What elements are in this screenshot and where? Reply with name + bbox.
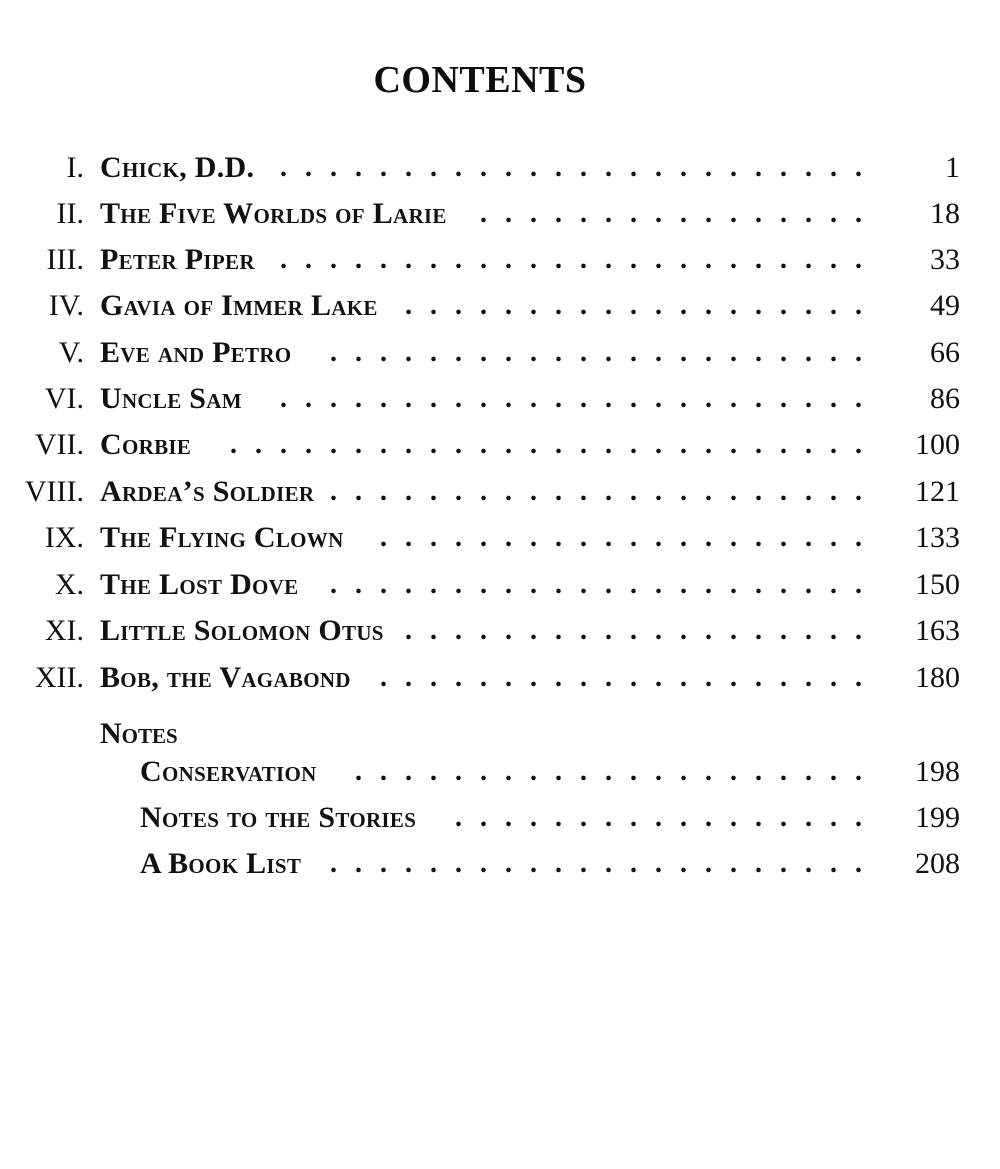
dot-leader: ......................	[330, 476, 880, 507]
page-number: 86	[930, 382, 960, 415]
toc-entry	[0, 518, 1000, 558]
dot-leader: ................	[480, 198, 880, 229]
page-number: 49	[930, 289, 960, 322]
page-number: 33	[930, 243, 960, 276]
page-title: CONTENTS	[373, 59, 587, 101]
dot-leader: ......................	[330, 569, 880, 600]
chapter-title: The Lost Dove	[100, 568, 299, 601]
chapter-title: Uncle Sam	[100, 382, 242, 415]
chapter-numeral: VI.	[44, 382, 84, 415]
chapter-title: Peter Piper	[100, 243, 255, 276]
dot-leader: ......................	[330, 848, 880, 879]
page-number: 180	[915, 661, 960, 694]
notes-entry	[0, 844, 1000, 884]
chapter-title: Bob, the Vagabond	[100, 661, 351, 694]
chapter-numeral: VII.	[34, 428, 84, 461]
toc-entry	[0, 472, 1000, 512]
dot-leader: ....................	[380, 522, 880, 553]
toc-entry	[0, 658, 1000, 698]
chapter-title: Ardea’s Soldier	[100, 475, 315, 508]
chapter-title: Corbie	[100, 428, 192, 461]
chapter-numeral: XII.	[34, 661, 84, 694]
dot-leader: ........................	[280, 152, 880, 183]
page-number: 66	[930, 336, 960, 369]
notes-entry	[0, 798, 1000, 838]
toc-entry	[0, 148, 1000, 188]
chapter-numeral: X.	[54, 568, 84, 601]
chapter-numeral: IV.	[48, 289, 84, 322]
notes-heading: Notes	[100, 717, 178, 750]
notes-entry-title: Conservation	[140, 755, 317, 788]
chapter-numeral: XI.	[44, 614, 84, 647]
chapter-numeral: V.	[58, 336, 84, 369]
dot-leader: ......................	[330, 337, 880, 368]
chapter-title: The Flying Clown	[100, 521, 344, 554]
page-number: 208	[915, 847, 960, 880]
toc-entry	[0, 194, 1000, 234]
notes-entry	[0, 752, 1000, 792]
toc-entry	[0, 565, 1000, 605]
notes-entry-title: A Book List	[140, 847, 302, 880]
dot-leader: ........................	[280, 383, 880, 414]
toc-entry	[0, 333, 1000, 373]
chapter-title: Gavia of Immer Lake	[100, 289, 378, 322]
toc-entry	[0, 240, 1000, 280]
chapter-title: Eve and Petro	[100, 336, 292, 369]
toc-entry	[0, 286, 1000, 326]
dot-leader: ...................	[405, 290, 880, 321]
page-number: 163	[915, 614, 960, 647]
chapter-numeral: VIII.	[24, 475, 84, 508]
toc-entry	[0, 425, 1000, 465]
chapter-title: The Five Worlds of Larie	[100, 197, 447, 230]
page-number: 199	[915, 801, 960, 834]
page-number: 1	[945, 151, 960, 184]
dot-leader: ...................	[405, 615, 880, 646]
dot-leader: .................	[455, 802, 880, 833]
chapter-numeral: III.	[46, 243, 84, 276]
page-number: 150	[915, 568, 960, 601]
chapter-title: Little Solomon Otus	[100, 614, 384, 647]
page-number: 133	[915, 521, 960, 554]
dot-leader: .....................	[355, 756, 880, 787]
dot-leader: ..........................	[230, 429, 880, 460]
dot-leader: ........................	[280, 244, 880, 275]
dot-leader: ....................	[380, 662, 880, 693]
page-number: 18	[930, 197, 960, 230]
chapter-numeral: IX.	[44, 521, 84, 554]
chapter-title: Chick, D.D.	[100, 151, 255, 184]
chapter-numeral: II.	[56, 197, 84, 230]
page-number: 121	[915, 475, 960, 508]
notes-entry-title: Notes to the Stories	[140, 801, 417, 834]
chapter-numeral: I.	[66, 151, 84, 184]
page-number: 100	[915, 428, 960, 461]
page-number: 198	[915, 755, 960, 788]
toc-entry	[0, 379, 1000, 419]
toc-entry	[0, 611, 1000, 651]
